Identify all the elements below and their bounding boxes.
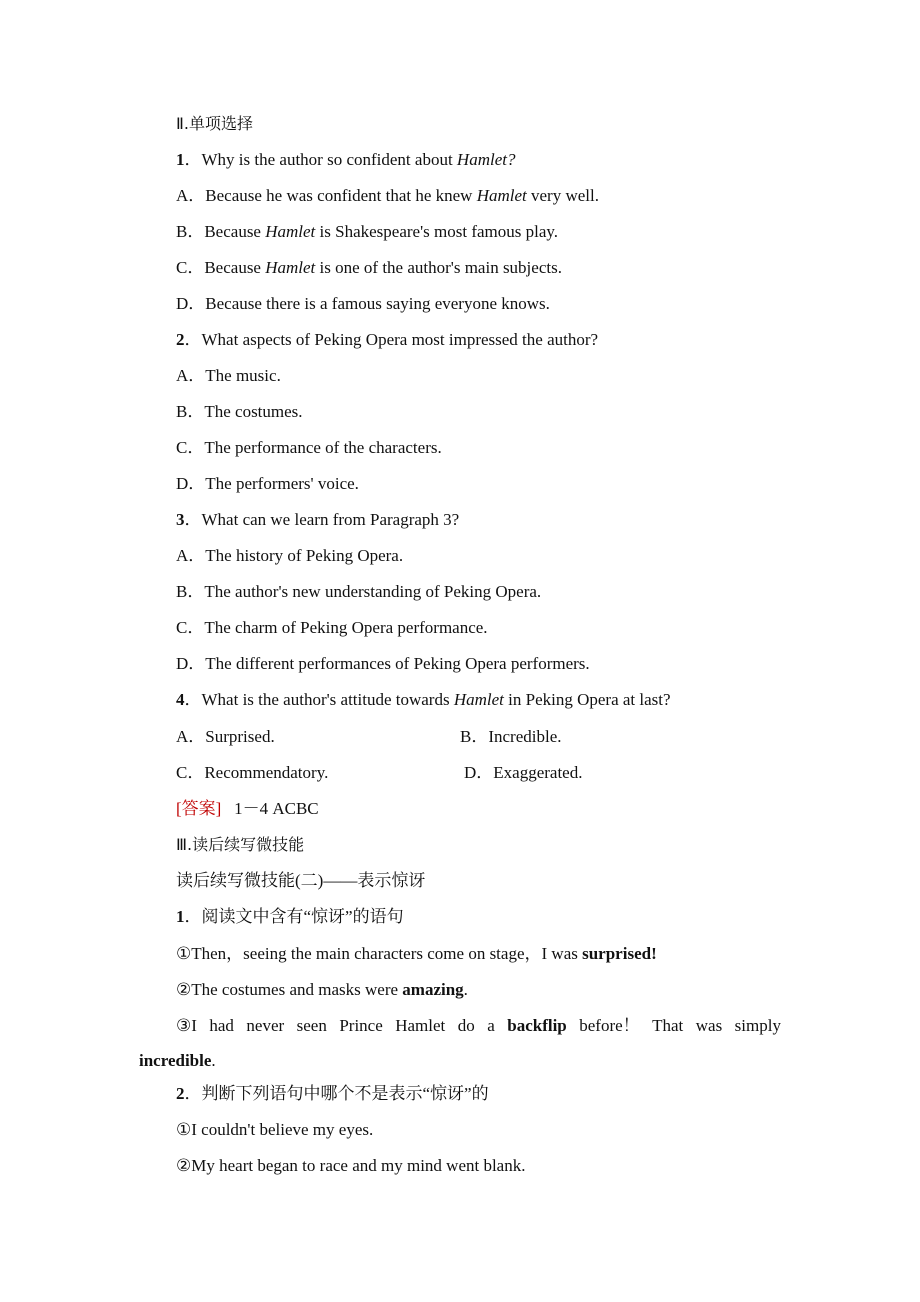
option-text: The history of Peking Opera. [205, 546, 404, 565]
option-italic-title: Hamlet [265, 222, 316, 241]
example-sentence-3-line-1 [176, 1015, 781, 1037]
option-2d: D．The performers' voice. [176, 474, 359, 493]
option-text: Because [204, 222, 266, 241]
section-subheading: 读后续写微技能(二)——表示惊讶 [176, 871, 426, 890]
item-text: 判断下列语句中哪个不是表示“惊讶”的 [201, 1084, 489, 1103]
option-letter: C [176, 763, 188, 782]
answer-label: [答案] [176, 799, 222, 818]
sentence-word [176, 1015, 197, 1037]
sentence-bold-word: incredible [139, 1051, 212, 1070]
question-3-stem: 3．What can we learn from Paragraph 3? [176, 510, 460, 529]
option-1b: B．Because Hamlet is Shakespeare's most famous play. [176, 222, 559, 241]
option-text: The charm of Peking Opera performance. [204, 618, 488, 637]
sentence-word: seen [296, 1016, 327, 1035]
question-2-stem: 2．What aspects of Peking Opera most impressed the author? [176, 330, 599, 349]
question-number: 2 [176, 330, 185, 349]
option-letter: D [176, 474, 189, 493]
question-text: What aspects of Peking Opera most impressed the author? [201, 330, 599, 349]
sentence-bold-word: backflip [507, 1016, 567, 1035]
sentence-text: I [191, 1016, 197, 1035]
sentence-text: Then，seeing the main characters come on stage，I was [191, 944, 583, 963]
option-text: Exaggerated. [493, 763, 583, 782]
option-2c: C．The performance of the characters. [176, 438, 442, 457]
question-italic-title: Hamlet? [456, 150, 516, 169]
option-4a: A．Surprised. [176, 727, 275, 746]
option-text: Because [204, 258, 266, 277]
option-text: Incredible. [488, 727, 562, 746]
section-heading: Ⅱ.单项选择 [176, 114, 253, 133]
option-text: The costumes. [204, 402, 303, 421]
sentence-word: never [246, 1016, 285, 1035]
circled-number: ② [176, 980, 192, 999]
sentence-text: . [211, 1051, 216, 1070]
option-4b: B．Incredible. [460, 727, 562, 746]
question-text: What can we learn from Paragraph 3? [201, 510, 460, 529]
example-sentence-2 [176, 979, 468, 1001]
sentence-word: Hamlet [395, 1016, 446, 1035]
option-text: Surprised. [205, 727, 275, 746]
option-letter: A [176, 727, 189, 746]
question-4-stem: 4．What is the author's attitude towards Hamlet in Peking Opera at last? [176, 690, 671, 709]
option-letter: A [176, 546, 189, 565]
option-letter: B [176, 582, 188, 601]
option-text: is one of the author's main subjects. [315, 258, 562, 277]
sentence-word: That [652, 1016, 684, 1035]
option-text: The performance of the characters. [204, 438, 442, 457]
question-italic-title: Hamlet [453, 690, 504, 709]
question-1-stem [176, 149, 515, 171]
item-number: 1 [176, 907, 185, 926]
answer-text: 1－4 ACBC [234, 799, 319, 818]
option-text: Because there is a famous saying everyone knows. [205, 294, 550, 313]
sentence-word: do [457, 1016, 475, 1035]
option-letter: C [176, 618, 188, 637]
option-letter: B [176, 402, 188, 421]
option-letter: B [460, 727, 472, 746]
option-letter: C [176, 258, 188, 277]
option-1c: C．Because Hamlet is one of the author's main subjects. [176, 258, 562, 277]
option-4d: D．Exaggerated. [464, 763, 583, 782]
answer-line [176, 798, 319, 820]
item-text: 阅读文中含有“惊讶”的语句 [201, 907, 404, 926]
question-sep: ． [184, 150, 202, 169]
option-letter: D [176, 654, 189, 673]
section-heading: Ⅲ.读后续写微技能 [176, 835, 305, 854]
sentence-word: was [695, 1016, 723, 1035]
option-letter: D [176, 294, 189, 313]
option-1a: A．Because he was confident that he knew Hamlet very well. [176, 186, 599, 205]
example-sentence-3-line-2 [139, 1050, 216, 1072]
option-text: The music. [205, 366, 281, 385]
question-text: in Peking Opera at last? [503, 690, 671, 709]
option-2a: A．The music. [176, 366, 281, 385]
option-letter: A [176, 186, 189, 205]
option-text: The author's new understanding of Peking Opera. [204, 582, 542, 601]
question-number: 4 [176, 690, 185, 709]
sentence-bold-word: amazing [402, 980, 464, 999]
option-1d: D．Because there is a famous saying everyone knows. [176, 294, 550, 313]
sentence-text: My heart began to race and my mind went blank. [191, 1156, 526, 1175]
question-number: 1 [176, 150, 185, 169]
option-text: The different performances of Peking Opera performers. [205, 654, 590, 673]
option-text: Because he was confident that he knew [205, 186, 477, 205]
sentence-word: before！ [579, 1016, 640, 1035]
judge-sentence-1 [176, 1119, 373, 1141]
option-letter: D [464, 763, 477, 782]
option-row-4cd [176, 762, 776, 784]
sentence-text: . [463, 980, 468, 999]
circled-number: ① [176, 1120, 192, 1139]
option-text: very well. [526, 186, 599, 205]
option-3c: C．The charm of Peking Opera performance. [176, 618, 488, 637]
option-letter: B [176, 222, 188, 241]
sentence-word: had [209, 1016, 234, 1035]
sentence-bold-word: surprised! [582, 944, 657, 963]
option-3d: D．The different performances of Peking Opera performers. [176, 654, 590, 673]
option-2b: B．The costumes. [176, 402, 303, 421]
option-3a: A．The history of Peking Opera. [176, 546, 404, 565]
sentence-text: The costumes and masks were [191, 980, 403, 999]
item-number: 2 [176, 1084, 185, 1103]
example-sentence-1 [176, 943, 657, 965]
sentence-text: I couldn't believe my eyes. [191, 1120, 374, 1139]
sentence-word: a [487, 1016, 495, 1035]
option-letter: C [176, 438, 188, 457]
question-number: 3 [176, 510, 185, 529]
item-2-title: 2．判断下列语句中哪个不是表示“惊讶”的 [176, 1084, 489, 1103]
question-text: What is the author's attitude towards [201, 690, 454, 709]
option-italic-title: Hamlet [265, 258, 316, 277]
item-1-title: 1．阅读文中含有“惊讶”的语句 [176, 907, 404, 926]
question-text: Why is the author so confident about [201, 150, 457, 169]
circled-number: ③ [176, 1016, 192, 1035]
sentence-word: Prince [339, 1016, 383, 1035]
circled-number: ① [176, 944, 192, 963]
option-italic-title: Hamlet [476, 186, 527, 205]
option-row-4ab [176, 726, 776, 748]
option-text: The performers' voice. [205, 474, 359, 493]
circled-number: ② [176, 1156, 192, 1175]
option-text: Recommendatory. [204, 763, 329, 782]
sentence-word: simply [734, 1016, 781, 1035]
option-4c: C．Recommendatory. [176, 763, 329, 782]
option-letter: A [176, 366, 189, 385]
option-text: is Shakespeare's most famous play. [315, 222, 559, 241]
judge-sentence-2 [176, 1155, 525, 1177]
option-3b: B．The author's new understanding of Peking Opera. [176, 582, 542, 601]
